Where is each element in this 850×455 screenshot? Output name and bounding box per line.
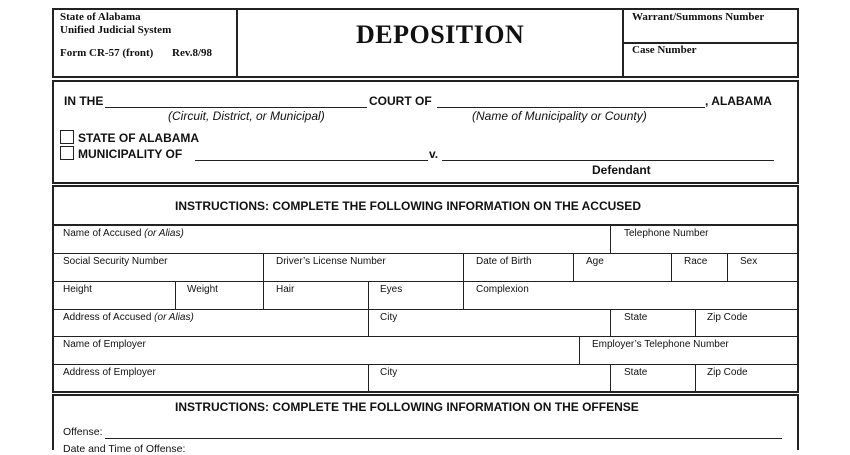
header-divider-left bbox=[236, 8, 238, 78]
date-time-of-offense-label: Date and Time of Offense: bbox=[63, 443, 186, 455]
accused-instructions: INSTRUCTIONS: COMPLETE THE FOLLOWING INFORMATION ON THE ACCUSED bbox=[175, 199, 641, 213]
employer-zip-code-field[interactable] bbox=[697, 365, 798, 391]
state-field[interactable] bbox=[612, 310, 693, 335]
employer-telephone-field[interactable] bbox=[581, 337, 798, 363]
employer-name-label: Name of Employer bbox=[63, 339, 146, 350]
weight-label: Weight bbox=[187, 284, 218, 295]
address-of-accused-field[interactable] bbox=[54, 310, 367, 335]
complexion-field[interactable] bbox=[465, 282, 798, 308]
social-security-number-label: Social Security Number bbox=[63, 256, 168, 267]
defendant-field[interactable] bbox=[442, 160, 774, 161]
weight-field[interactable] bbox=[177, 282, 262, 308]
municipality-of-label: MUNICIPALITY OF bbox=[78, 147, 183, 161]
employer-telephone-label: Employer’s Telephone Number bbox=[592, 339, 729, 350]
sex-label: Sex bbox=[740, 256, 758, 267]
city-field[interactable] bbox=[370, 310, 608, 335]
name-of-accused-label: Name of Accused (or Alias) bbox=[63, 228, 184, 239]
municipality-name-field[interactable] bbox=[195, 160, 428, 161]
cell-divider bbox=[695, 309, 696, 336]
warrant-summons-field[interactable] bbox=[624, 26, 798, 41]
state-of-alabama-checkbox[interactable] bbox=[60, 130, 74, 144]
zip-code-label: Zip Code bbox=[707, 312, 748, 323]
form-id: Form CR-57 (front) bbox=[60, 47, 154, 59]
cell-divider bbox=[573, 253, 574, 281]
state-of-alabama-label: STATE OF ALABAMA bbox=[78, 131, 200, 145]
cell-divider bbox=[463, 281, 464, 309]
cell-divider bbox=[263, 253, 264, 281]
sex-field[interactable] bbox=[729, 254, 798, 280]
drivers-license-number-field[interactable] bbox=[265, 254, 462, 280]
cell-divider bbox=[368, 281, 369, 309]
municipality-of-checkbox[interactable] bbox=[60, 146, 74, 160]
offense-instructions: INSTRUCTIONS: COMPLETE THE FOLLOWING INFORMATION ON THE OFFENSE bbox=[175, 400, 639, 414]
court-type-hint: (Circuit, District, or Municipal) bbox=[168, 109, 325, 123]
case-number-label: Case Number bbox=[632, 44, 697, 56]
alabama-label: , ALABAMA bbox=[705, 94, 772, 108]
employer-state-label: State bbox=[624, 367, 648, 378]
in-the-label: IN THE bbox=[64, 94, 104, 108]
telephone-number-label: Telephone Number bbox=[624, 228, 709, 239]
cell-divider bbox=[263, 281, 264, 309]
employer-address-field[interactable] bbox=[54, 365, 367, 391]
drivers-license-number-label: Driver’s License Number bbox=[276, 256, 386, 267]
race-field[interactable] bbox=[673, 254, 726, 280]
social-security-number-field[interactable] bbox=[54, 254, 262, 280]
city-label: City bbox=[380, 312, 398, 323]
address-of-accused-label: Address of Accused (or Alias) bbox=[63, 312, 194, 323]
cell-divider bbox=[610, 364, 611, 393]
employer-city-label: City bbox=[380, 367, 398, 378]
page-title: DEPOSITION bbox=[356, 20, 525, 49]
cell-divider bbox=[610, 225, 611, 253]
eyes-label: Eyes bbox=[380, 284, 403, 295]
cell-divider bbox=[610, 309, 611, 336]
agency-line-1: State of Alabama bbox=[60, 11, 141, 23]
cell-divider bbox=[727, 253, 728, 281]
name-of-accused-field[interactable] bbox=[54, 226, 608, 252]
state-label: State bbox=[624, 312, 648, 323]
height-label: Height bbox=[63, 284, 92, 295]
cell-divider bbox=[695, 364, 696, 393]
versus-label: v. bbox=[429, 147, 439, 161]
cell-divider bbox=[671, 253, 672, 281]
municipality-hint: (Name of Municipality or County) bbox=[472, 109, 647, 123]
defendant-label: Defendant bbox=[592, 163, 651, 177]
offense-field[interactable] bbox=[105, 438, 782, 439]
hair-field[interactable] bbox=[265, 282, 367, 308]
employer-name-field[interactable] bbox=[54, 337, 578, 363]
cell-divider bbox=[463, 253, 464, 281]
employer-state-field[interactable] bbox=[612, 365, 693, 391]
race-label: Race bbox=[684, 256, 708, 267]
eyes-field[interactable] bbox=[370, 282, 462, 308]
offense-label: Offense: bbox=[63, 426, 103, 438]
employer-zip-code-label: Zip Code bbox=[707, 367, 748, 378]
cell-divider bbox=[368, 309, 369, 336]
court-of-label: COURT OF bbox=[369, 94, 432, 108]
hair-label: Hair bbox=[276, 284, 295, 295]
date-of-birth-field[interactable] bbox=[465, 254, 571, 280]
municipality-county-field[interactable] bbox=[437, 107, 705, 108]
zip-code-field[interactable] bbox=[697, 310, 798, 335]
agency-line-2: Unified Judicial System bbox=[60, 24, 172, 36]
warrant-summons-label: Warrant/Summons Number bbox=[632, 11, 765, 23]
cell-divider bbox=[368, 364, 369, 393]
date-of-birth-label: Date of Birth bbox=[476, 256, 532, 267]
complexion-label: Complexion bbox=[476, 284, 529, 295]
form-revision: Rev.8/98 bbox=[172, 47, 213, 59]
court-type-field[interactable] bbox=[105, 107, 367, 108]
age-field[interactable] bbox=[575, 254, 670, 280]
age-label: Age bbox=[586, 256, 604, 267]
cell-divider bbox=[579, 336, 580, 364]
employer-address-label: Address of Employer bbox=[63, 367, 156, 378]
height-field[interactable] bbox=[54, 282, 174, 308]
case-number-field[interactable] bbox=[624, 58, 798, 76]
employer-city-field[interactable] bbox=[370, 365, 608, 391]
telephone-number-field[interactable] bbox=[612, 226, 798, 252]
cell-divider bbox=[175, 281, 176, 309]
